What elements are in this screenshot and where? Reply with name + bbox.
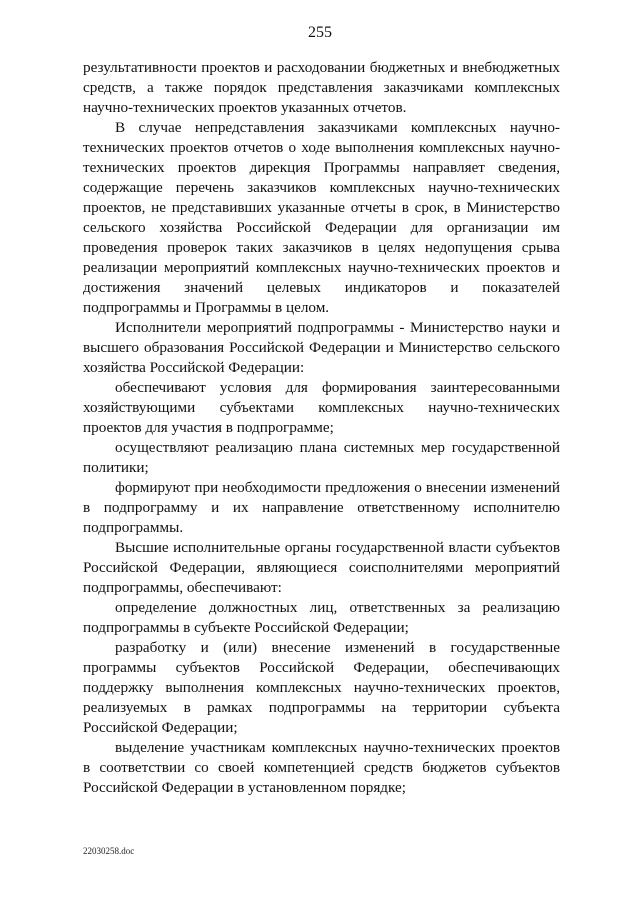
paragraph-proposals: формируют при необходимости предложения о внесении изменений в подпрограмму и их направление ответственному исполнителю подпрограммы. — [83, 479, 560, 536]
page-number: 255 — [308, 24, 332, 41]
paragraph-executors: Исполнители мероприятий подпрограммы - Министерство науки и высшего образования Российской Федерации и Министерство сельского хозяйства Российской Федерации: — [83, 319, 560, 376]
footer-file-code: 22030258.doc — [83, 846, 135, 856]
paragraph-conditions: обеспечивают условия для формирования заинтересованными хозяйствующими субъектами комплексных научно-технических проектов для участия в подпрограмме; — [83, 379, 560, 436]
document-body — [83, 58, 560, 798]
paragraph-continuation: результативности проектов и расходовании бюджетных и внебюджетных средств, а также порядок представления заказчиками комплексных научно-технических проектов указанных отчетов. — [83, 59, 560, 116]
paragraph-budget-allocation: выделение участникам комплексных научно-технических проектов в соответствии со своей компетенцией средств бюджетов субъектов Российской Федерации в установленном порядке; — [83, 739, 560, 796]
paragraph-regional-programs: разработку и (или) внесение изменений в государственные программы субъектов Российской Федерации, обеспечивающих поддержку выполнения комплексных научно-технических проектов, реализуемых в рамках подпрограммы на территории субъекта Российской Федерации; — [83, 639, 560, 736]
paragraph-reports-nonsubmission: В случае непредставления заказчиками комплексных научно-технических проектов отчетов о ходе выполнения комплексных научно-технических проектов дирекция Программы направляет сведения, содержащие перечень заказчиков комплексных научно-технических проектов, не представивших указанные отчеты в срок, в Министерство сельского хозяйства Российской Федерации для организации им проведения проверок таких заказчиков в целях недопущения срыва реализации мероприятий комплексных научно-технических проектов и достижения значений целевых индикаторов и показателей подпрограммы и Программы в целом. — [83, 119, 560, 316]
paragraph-regional-authorities: Высшие исполнительные органы государственной власти субъектов Российской Федерации, являющиеся соисполнителями мероприятий подпрограммы, обеспечивают: — [83, 539, 560, 596]
paragraph-policy-plan: осуществляют реализацию плана системных мер государственной политики; — [83, 439, 560, 476]
paragraph-officials: определение должностных лиц, ответственных за реализацию подпрограммы в субъекте Российской Федерации; — [83, 599, 560, 636]
